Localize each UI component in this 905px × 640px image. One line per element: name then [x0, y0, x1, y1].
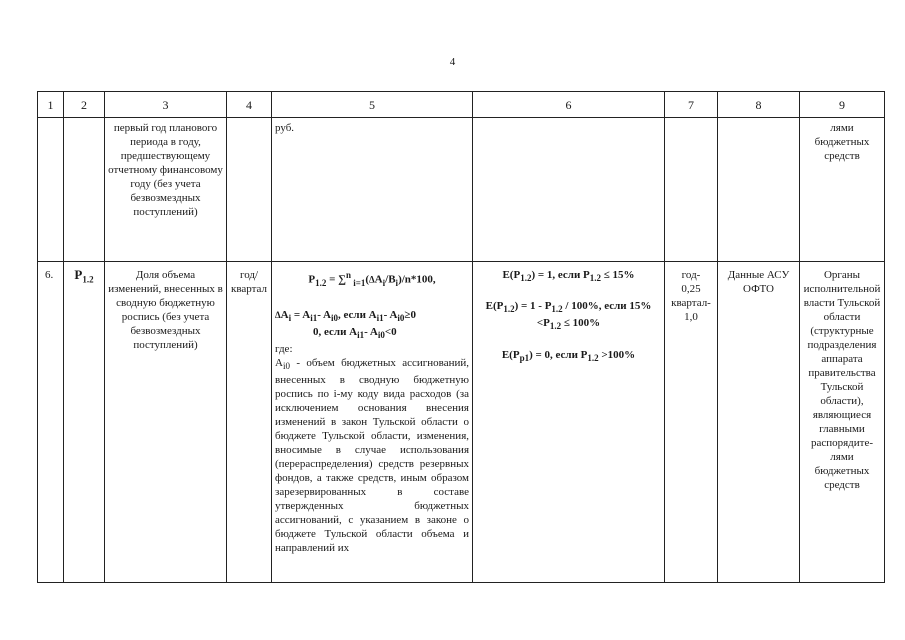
column-number: 8 [718, 92, 800, 118]
table-cell [718, 118, 800, 262]
indicators-table [37, 91, 885, 583]
column-number: 2 [64, 92, 105, 118]
data-source: Данные АСУ ОФТО [718, 262, 800, 583]
responsible-bodies: Органы исполнительной власти Тульской области (структурные подразделения аппарата правительства Тульской области), являющиеся главными распорядите- лями бюджетных средств [800, 262, 885, 583]
row-number: 6. [38, 262, 64, 583]
weight-cell [665, 262, 718, 583]
code-subscript: 1.2 [82, 274, 94, 285]
page-number: 4 [449, 56, 456, 68]
code-letter: P [74, 267, 83, 282]
evaluation-rule-1: $E(P_{1.2}) = 1$, если $P_{1.2} \le 15\%$ [502, 269, 635, 284]
weight-year-label: год- [681, 269, 701, 281]
continued-row [38, 118, 885, 262]
table-cell [38, 118, 64, 262]
responsible-continued: лями бюджетных средств [800, 118, 885, 262]
table-cell [227, 118, 272, 262]
evaluation-cell [473, 262, 665, 583]
column-number: 9 [800, 92, 885, 118]
indicator-code [64, 262, 105, 583]
delta-zero: 0, если $A_{i1}-$ $A_{i0}<0$ [313, 326, 397, 341]
column-number: 4 [227, 92, 272, 118]
header-row [38, 92, 885, 118]
formula-continued: руб. [272, 118, 473, 262]
delta-formula: $\Delta A_i = A_{i1}-$ $A_{i0}$, если $A_{i1}-$ $A_{i0}\ge 0$ [275, 308, 416, 324]
indicator-name: Доля объема изменений, внесенных в сводную бюджетную роспись (без учета безвозмездных поступлений) [105, 262, 227, 583]
evaluation-rule-3: $E(P_{p1}) = 0$, если $P_{1.2} >100\%$ [501, 348, 636, 363]
column-number: 6 [473, 92, 665, 118]
column-number: 7 [665, 92, 718, 118]
column-number: 1 [38, 92, 64, 118]
weight-quarter-value: 1,0 [684, 311, 698, 323]
weight-quarter-label: квартал- [671, 297, 711, 309]
column-number: 5 [272, 92, 473, 118]
formula-cell [272, 262, 473, 583]
variable-definition: $A_{i0}$ - объем бюджетных ассигнований, внесенных в сводную бюджетную роспись по i-му коду вида расходов (за исключением основания внесения изменений в закон Тульской области о бюджете Тульской области, изменения, вносимые в случае использования (перераспределения) средств резервных фондов, а также средств, иным образом зарезервированных в составе утвержденных бюджетных ассигнований, с указанием в законе о бюджете Тульской области объема и направлений их [275, 357, 469, 555]
indicator-row-6 [38, 262, 885, 583]
main-formula: $P_{1.2} = \sum^n$ $_{i=1}(\Delta A_i/B_i)/n*100$, [308, 270, 436, 288]
where-label: где: [275, 343, 293, 356]
column-number: 3 [105, 92, 227, 118]
unit: год/ квартал [227, 262, 272, 583]
indicator-name-continued: первый год планового периода в году, предшествующему отчетному финансовому году (без учета безвозмездных поступлений) [105, 118, 227, 262]
table-cell [665, 118, 718, 262]
weight-year-value: 0,25 [681, 283, 701, 295]
table-cell [473, 118, 665, 262]
evaluation-rule-2: $E(P_{1.2}) = 1 - P_{1.2} / 100\%$, если $15\% <P_{1.2} \le 100\%$ [485, 300, 652, 332]
table-cell [64, 118, 105, 262]
